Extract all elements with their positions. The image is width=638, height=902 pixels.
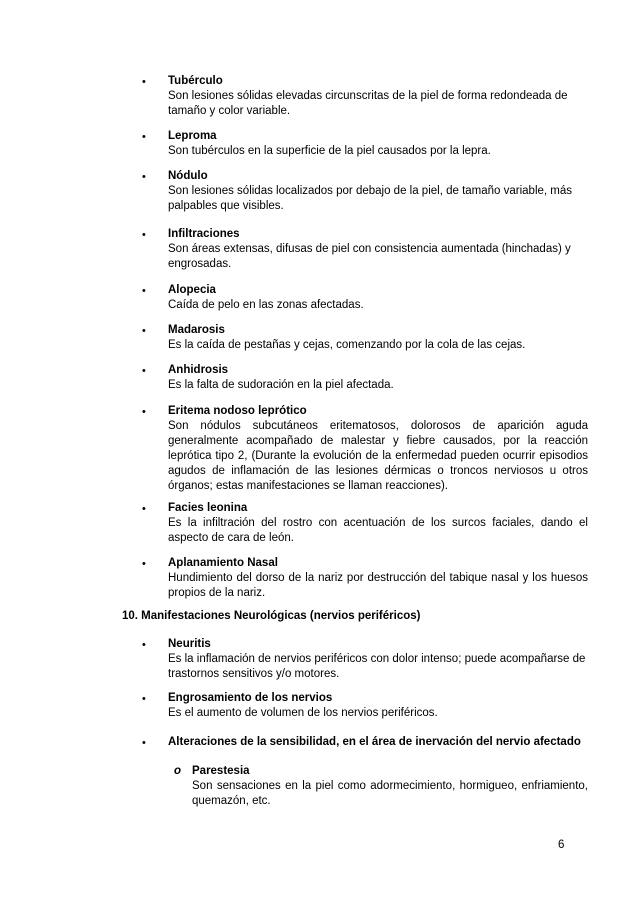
bullet-icon: •	[142, 365, 146, 377]
item-term: Eritema nodoso leprótico	[168, 405, 307, 417]
bullet-icon: •	[142, 76, 146, 88]
bullet-icon: •	[142, 693, 146, 705]
item-term: Alopecia	[168, 284, 216, 296]
bullet-icon: •	[142, 503, 146, 515]
bullet-icon: •	[142, 406, 146, 418]
bullet-icon: •	[142, 285, 146, 297]
item-description: Hundimiento del dorso de la nariz por destrucción del tabique nasal y los huesos propios de la nariz.	[168, 572, 588, 599]
item-description: Es la falta de sudoración en la piel afectada.	[168, 379, 394, 391]
item-term: Alteraciones de la sensibilidad, en el área de inervación del nervio afectado	[168, 736, 581, 748]
item-description: Es el aumento de volumen de los nervios periféricos.	[168, 707, 438, 719]
item-term: Madarosis	[168, 324, 225, 336]
bullet-icon: •	[142, 639, 146, 651]
sub-item-description: Son sensaciones en la piel como adormecimiento, hormigueo, enfriamiento, quemazón, etc.	[192, 780, 588, 807]
item-description: Son tubérculos en la superficie de la piel causados por la lepra.	[168, 145, 491, 157]
sub-bullet-icon: o	[174, 765, 182, 777]
item-term: Facies leonina	[168, 502, 248, 514]
item-description: Es la caída de pestañas y cejas, comenzando por la cola de las cejas.	[168, 339, 526, 351]
sub-item-term: Parestesia	[192, 765, 250, 777]
item-description: Son nódulos subcutáneos eritematosos, dolorosos de aparición aguda generalmente acompañado de malestar y fiebre causados, por la reacción leprótica tipo 2, (Durante la evolución de la enfermedad pueden ocurrir episodios agudos de inflamación de las lesiones dérmicas o troncos nerviosos u otros órganos; estas manifestaciones se llaman reacciones).	[168, 420, 588, 492]
bullet-icon: •	[142, 131, 146, 143]
item-description: Es la inflamación de nervios periféricos con dolor intenso; puede acompañarse de trastornos sensitivos y/o motores.	[168, 653, 586, 680]
bullet-icon: •	[142, 325, 146, 337]
item-description: Es la infiltración del rostro con acentuación de los surcos faciales, dando el aspecto de cara de león.	[168, 517, 588, 544]
section-heading: 10. Manifestaciones Neurológicas (nervios periféricos)	[122, 610, 421, 622]
item-term: Aplanamiento Nasal	[168, 557, 278, 569]
item-description: Son lesiones sólidas localizados por debajo de la piel, de tamaño variable, más palpables que visibles.	[168, 185, 573, 212]
page-number: 6	[558, 839, 565, 851]
item-term: Tubérculo	[168, 75, 223, 87]
item-term: Nódulo	[168, 170, 208, 182]
item-description: Son lesiones sólidas elevadas circunscritas de la piel de forma redondeada de tamaño y color variable.	[168, 90, 568, 117]
item-term: Anhidrosis	[168, 364, 229, 376]
item-description: Caída de pelo en las zonas afectadas.	[168, 299, 364, 311]
item-description: Son áreas extensas, difusas de piel con consistencia aumentada (hinchadas) y engrosadas.	[168, 243, 571, 270]
bullet-icon: •	[142, 229, 146, 241]
bullet-icon: •	[142, 171, 146, 183]
item-term: Infiltraciones	[168, 228, 240, 240]
item-term: Engrosamiento de los nervios	[168, 692, 333, 704]
item-term: Neuritis	[168, 638, 211, 650]
item-term: Leproma	[168, 130, 217, 142]
bullet-icon: •	[142, 737, 146, 749]
bullet-icon: •	[142, 558, 146, 570]
